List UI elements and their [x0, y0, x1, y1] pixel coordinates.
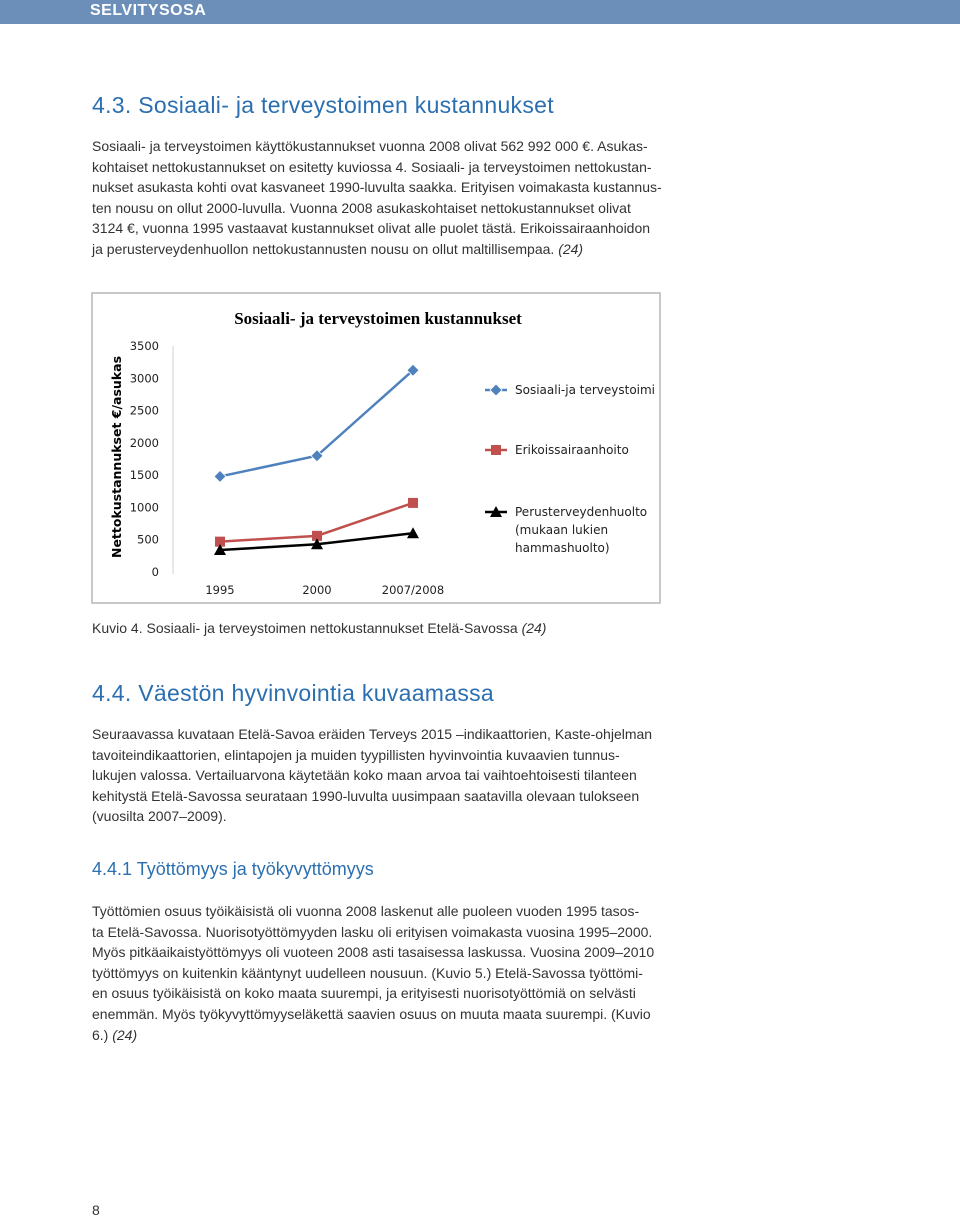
legend-entry-line: Erikoissairaanhoito [515, 443, 629, 457]
chart-frame [91, 292, 661, 604]
paragraph-line-text: ja perusterveydenhuollon nettokustannusten nousu on ollut maltillisempaa. [92, 240, 555, 257]
paragraph-line-text: 6.) [92, 1026, 109, 1043]
y-tick-label: 2500 [129, 403, 159, 418]
data-point [408, 498, 418, 508]
section-header-bar [0, 0, 960, 24]
y-tick-label: 1000 [129, 500, 159, 515]
heading-4-4: 4.4. Väestön hyvinvointia kuvaamassa [92, 680, 495, 706]
caption-text: Kuvio 4. Sosiaali- ja terveystoimen nettokustannukset Etelä-Savossa [92, 620, 522, 636]
paragraph-line [92, 1025, 664, 1046]
paragraph-4-4 [92, 724, 664, 827]
y-tick-labels [130, 339, 159, 579]
x-tick-label: 2007/2008 [381, 583, 445, 597]
x-tick-label: 2000 [302, 583, 332, 597]
paragraph-line: Myös pitkäaikaistyöttömyys oli vuoteen 2008 asti tasaisessa laskussa. Vuosina 2009–2010 [92, 944, 655, 961]
legend-entry-line: Perusterveydenhuolto [515, 505, 648, 519]
y-tick-label: 3000 [129, 371, 159, 386]
paragraph-line: lukujen valossa. Vertailuarvona käytetään koko maan arvoa tai vaihtoehtoisesti tilanteen [92, 767, 637, 784]
heading-4-3: 4.3. Sosiaali- ja terveystoimen kustannukset [92, 92, 554, 118]
legend-entry-line: hammashuolto) [515, 541, 610, 555]
x-tick-label: 1995 [205, 583, 235, 597]
y-tick-label: 3500 [129, 339, 159, 353]
line-chart [93, 294, 659, 602]
caption-reference: (24) [521, 620, 547, 636]
heading-4-4-1: 4.4.1 Työttömyys ja työkyvyttömyys [92, 859, 374, 879]
paragraph-4-4-1 [92, 901, 664, 1045]
y-tick-label: 500 [137, 532, 159, 547]
legend-entry [515, 383, 655, 397]
chart-title: Sosiaali- ja terveystoimen kustannukset [234, 309, 522, 328]
y-axis-label: Nettokustannukset €/asukas [109, 355, 124, 559]
paragraph-line: ten nousu on ollut 2000-luvulla. Vuonna 2008 asukaskohtaiset nettokustannukset olivat [92, 199, 631, 216]
y-tick-label: 2000 [129, 435, 159, 450]
paragraph-line: työttömyys on kuitenkin kääntynyt uudelleen nousuun. (Kuvio 5.) Etelä-Savossa työttömi- [92, 964, 643, 981]
paragraph-line: ta Etelä-Savossa. Nuorisotyöttömyyden lasku oli erityisen voimakasta vuosina 1995–2000. [92, 923, 653, 940]
y-tick-label: 0 [151, 565, 159, 579]
paragraph-line: Työttömien osuus työikäisistä oli vuonna 2008 laskenut alle puoleen vuoden 1995 tasos- [92, 903, 640, 919]
legend-entry [515, 505, 647, 555]
paragraph-line: Seuraavassa kuvataan Etelä-Savoa eräiden Terveys 2015 –indikaattorien, Kaste-ohjelman [92, 726, 653, 742]
paragraph-4-3 [92, 136, 664, 260]
data-point [214, 470, 226, 482]
paragraph-line: enemmän. Myös työkyvyttömyyseläkettä saavien osuus on muuta maata suurempi. (Kuvio [92, 1005, 651, 1022]
legend-marker [491, 445, 501, 455]
legend-entry-line: Sosiaali-ja terveystoimi [515, 383, 656, 397]
x-tick-labels [205, 583, 444, 597]
series-layer [214, 364, 419, 555]
section-header-label: SELVITYSOSA [90, 2, 207, 19]
y-tick-label: 1500 [129, 468, 159, 483]
reference-mark: (24) [558, 240, 584, 257]
paragraph-line: kohtaiset nettokustannukset on esitetty kuviossa 4. Sosiaali- ja terveystoimen nettokustan- [92, 158, 652, 175]
paragraph-line: (vuosilta 2007–2009). [92, 808, 227, 825]
paragraph-line: 3124 €, vuonna 1995 vastaavat kustannukset olivat alle puolet tästä. Erikoissairaanhoidon [92, 220, 651, 237]
paragraph-line: Sosiaali- ja terveystoimen käyttökustannukset vuonna 2008 olivat 562 992 000 €. Asukas- [92, 138, 648, 154]
paragraph-line: nukset asukasta kohti ovat kasvaneet 1990-luvulta saakka. Erityisen voimakasta kustannus- [92, 179, 662, 196]
paragraph-line: tavoiteindikaattorien, elintapojen ja muiden tyypillisten hyvinvointia kuvaavien tunnus- [92, 746, 620, 763]
paragraph-line: en osuus työikäisistä on koko maata suurempi, ja erityisesti nuorisotyöttömiä on selvästi [92, 985, 636, 1002]
reference-mark: (24) [112, 1026, 138, 1043]
chart-legend [485, 383, 655, 555]
paragraph-line [92, 239, 664, 260]
legend-entry-line: (mukaan lukien [515, 523, 609, 537]
page-number: 8 [92, 1202, 100, 1218]
figure-caption [92, 620, 546, 636]
legend-entry [515, 443, 629, 457]
paragraph-line: kehitystä Etelä-Savossa seurataan 1990-luvulta uusimpaan saatavilla olevaan tulokseen [92, 787, 640, 804]
legend-marker [490, 384, 502, 396]
